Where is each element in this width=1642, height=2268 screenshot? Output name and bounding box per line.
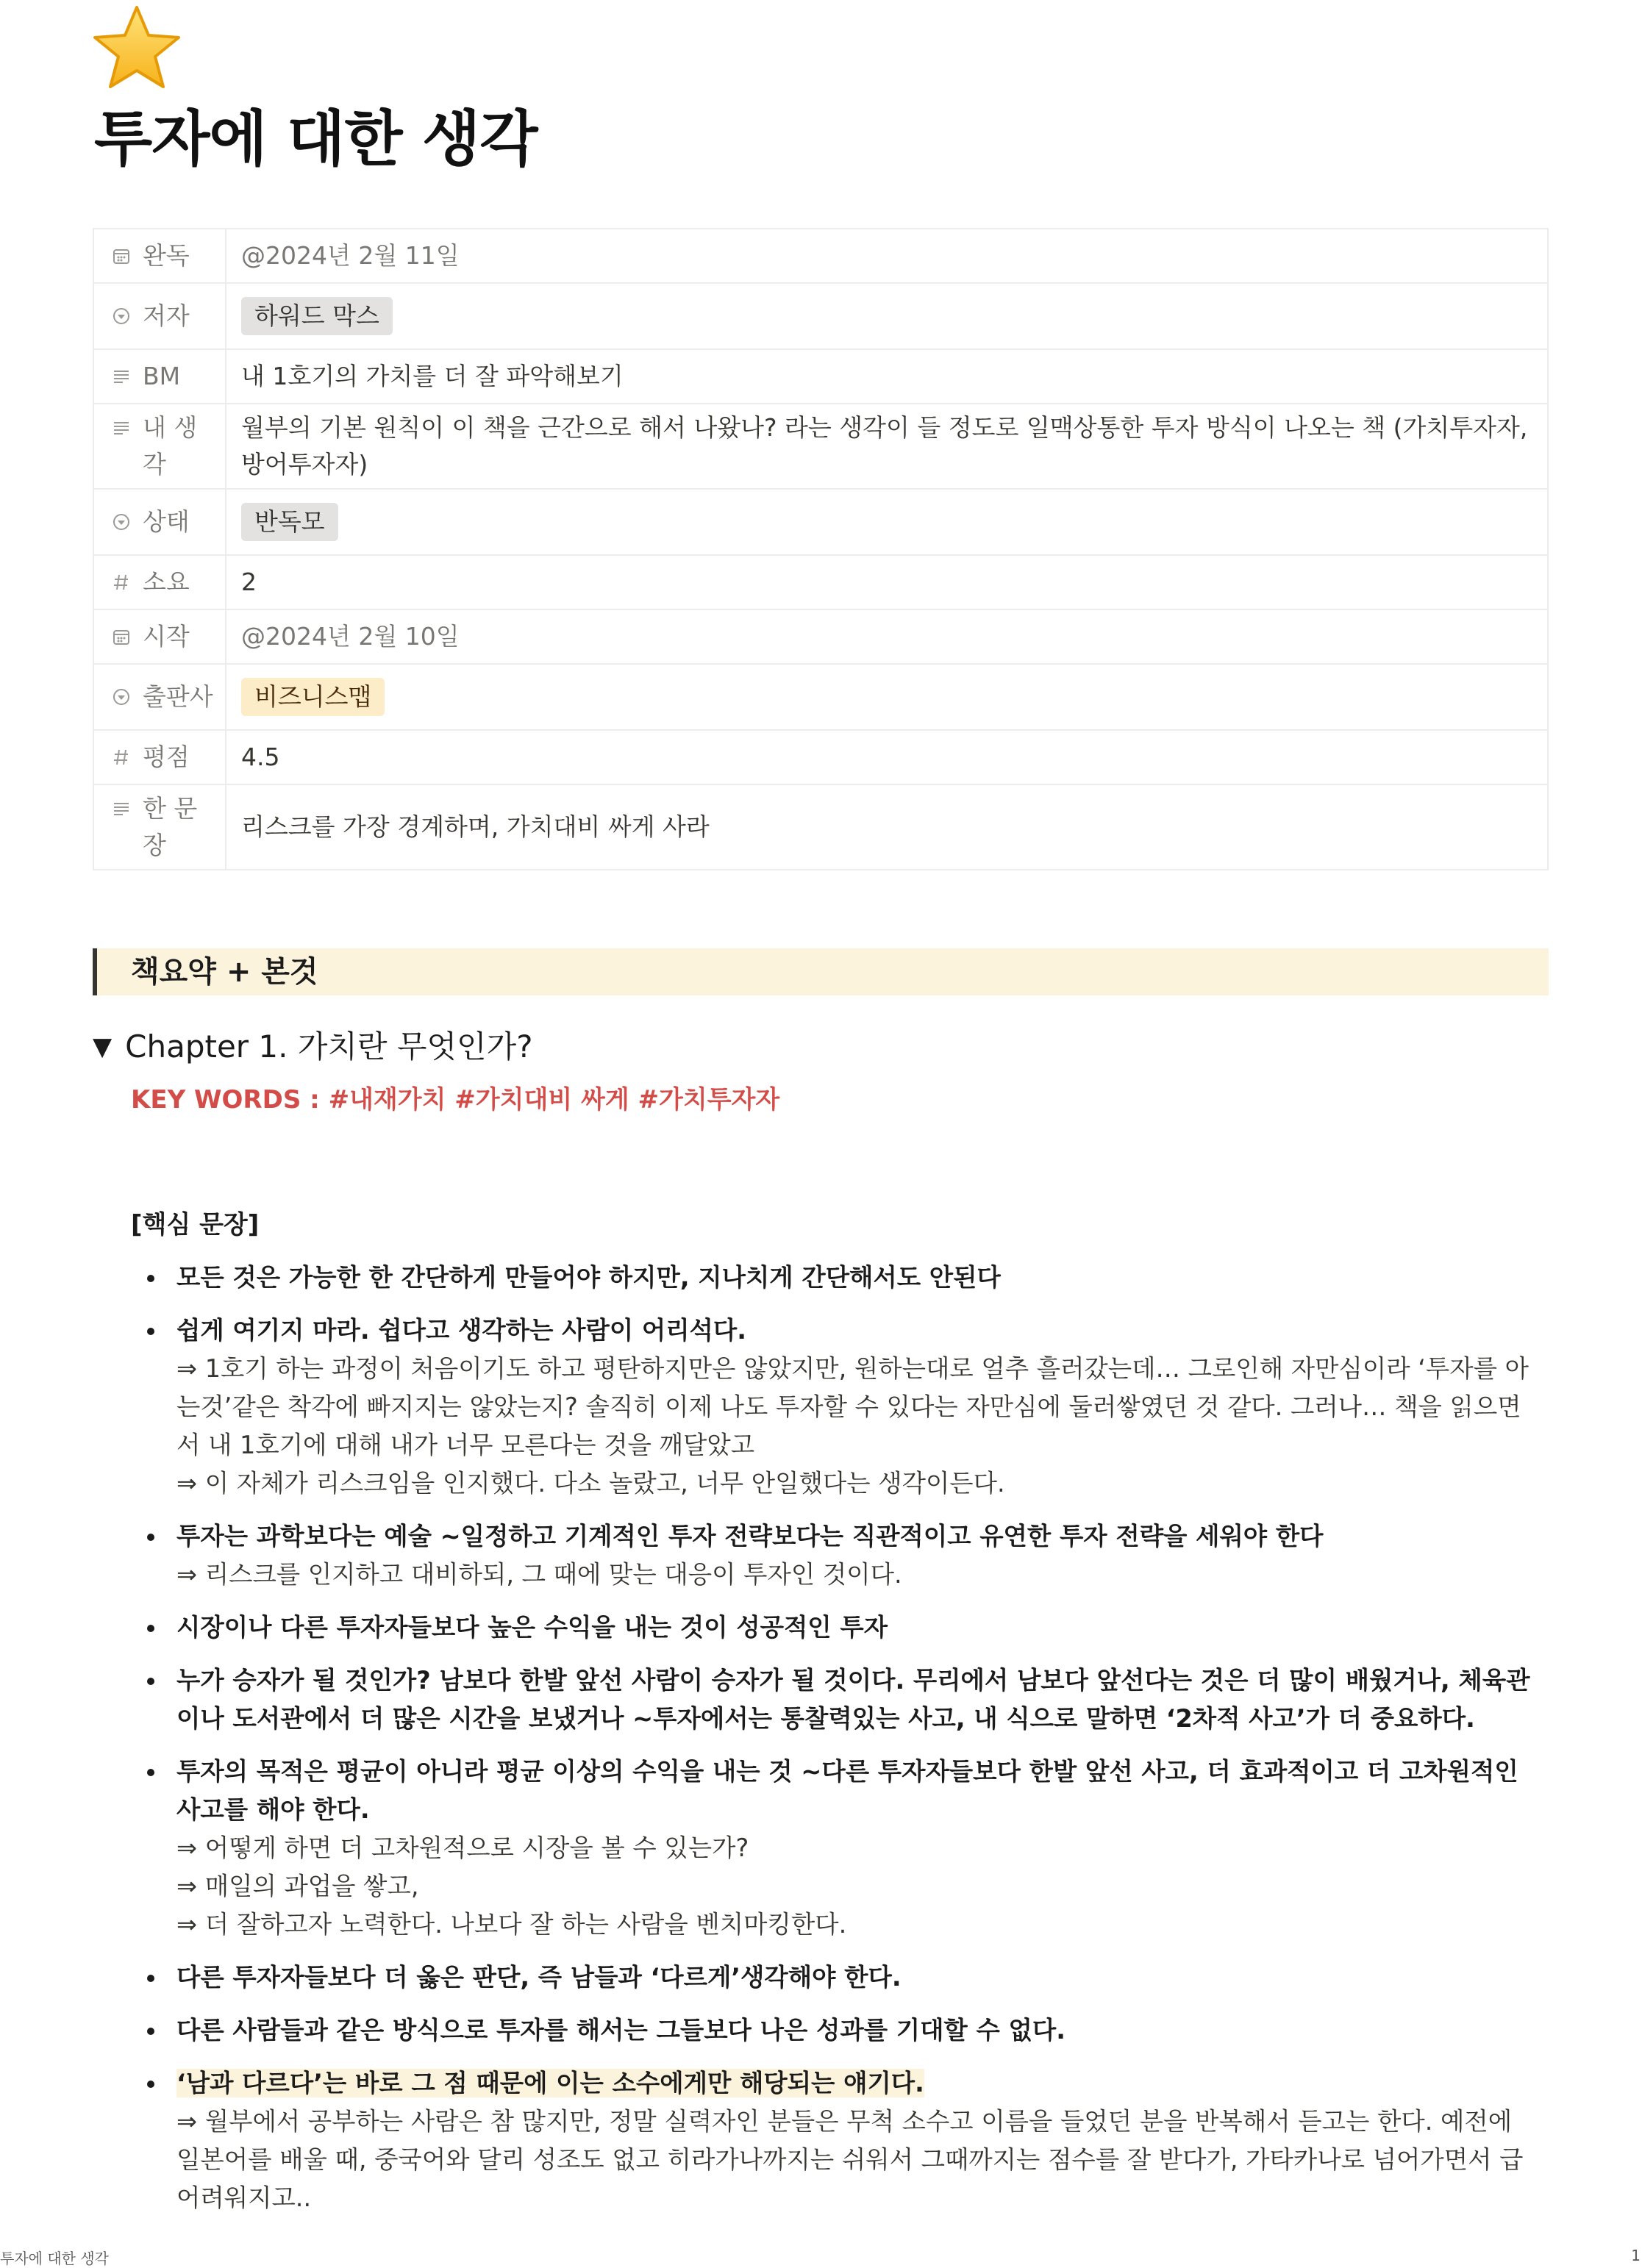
bullet-item <box>131 1661 1543 1738</box>
text-icon <box>109 409 134 446</box>
property-key-cell <box>93 784 226 870</box>
highlighted-text: ‘남과 다르다’는 바로 그 점 때문에 이는 소수에게만 해당되는 얘기다. <box>176 2069 924 2097</box>
bullet-note: ⇒ 매일의 과업을 쌓고, <box>176 1872 419 1900</box>
bullet-heading <box>176 2064 1543 2103</box>
footer-title: 투자에 대한 생각 <box>0 2250 109 2267</box>
bullet-item <box>131 1312 1543 1503</box>
property-key-cell <box>93 229 226 283</box>
section-callout <box>93 948 1549 995</box>
property-key-cell <box>93 555 226 609</box>
text-icon <box>109 358 134 395</box>
property-value-cell[interactable] <box>226 404 1548 489</box>
property-key-cell <box>93 664 226 730</box>
bullet-note: ⇒ 월부에서 공부하는 사람은 참 많지만, 정말 실력자인 분들은 무척 소수고 이름을 들었던 분을 반복해서 듣고는 한다. 예전에 일본어를 배울 때, 중국어와 달리 성조도 없고 히라가나까지는 쉬워서 그때까지는 점수를 잘 받다가, 가타카나로 넘어가면서 급 어려워지고.. <box>176 2107 1524 2212</box>
chapter-toggle[interactable] <box>93 1023 533 1070</box>
bullet-list <box>131 1259 1543 2232</box>
property-value-cell[interactable] <box>226 283 1548 349</box>
select-icon <box>109 504 134 540</box>
bullet-item <box>131 1609 1543 1647</box>
property-value-cell[interactable] <box>226 664 1548 730</box>
bullet-item <box>131 2011 1543 2050</box>
property-value-cell[interactable] <box>226 609 1548 664</box>
bullet-heading: 투자는 과학보다는 예술 ~일정하고 기계적인 투자 전략보다는 직관적이고 유연한 투자 전략을 세워야 한다 <box>176 1522 1324 1550</box>
property-value: 4.5 <box>241 743 280 771</box>
select-icon <box>109 679 134 715</box>
property-date: @2024년 2월 11일 <box>241 241 460 270</box>
property-tag: 하워드 막스 <box>241 297 393 335</box>
bullet-note: ⇒ 이 자체가 리스크임을 인지했다. 다소 놀랐고, 너무 안일했다는 생각이든다. <box>176 1469 1005 1498</box>
bullet-note: ⇒ 리스크를 인지하고 대비하되, 그 때에 맞는 대응이 투자인 것이다. <box>176 1560 902 1589</box>
property-key-cell <box>93 730 226 784</box>
property-row <box>93 609 1548 664</box>
bullet-heading: 다른 투자자들보다 더 옳은 판단, 즉 남들과 ‘다르게’생각해야 한다. <box>176 1963 902 1992</box>
property-value-cell[interactable] <box>226 784 1548 870</box>
number-icon <box>109 564 134 601</box>
property-value: 2 <box>241 568 257 596</box>
property-key-label: 저자 <box>143 301 190 330</box>
property-row <box>93 404 1548 489</box>
bullet-item <box>131 1259 1543 1297</box>
star-icon[interactable] <box>90 3 184 94</box>
bullet-heading: 모든 것은 가능한 한 간단하게 만들어야 하지만, 지나치게 간단해서도 안된다 <box>176 1263 1001 1292</box>
property-key-cell <box>93 609 226 664</box>
properties-table <box>93 228 1549 870</box>
property-key-cell <box>93 349 226 404</box>
property-key-label: 상태 <box>143 507 190 536</box>
property-value-cell[interactable] <box>226 229 1548 283</box>
bullet-note: ⇒ 더 잘하고자 노력한다. 나보다 잘 하는 사람을 벤치마킹한다. <box>176 1910 847 1939</box>
calendar-icon <box>109 618 134 655</box>
property-row <box>93 555 1548 609</box>
core-sentences-title: [핵심 문장] <box>131 1210 260 1239</box>
property-row <box>93 784 1548 870</box>
property-key-cell <box>93 489 226 555</box>
bullet-heading: 누가 승자가 될 것인가? 남보다 한발 앞선 사람이 승자가 될 것이다. 무리에서 남보다 앞선다는 것은 더 많이 배웠거나, 체육관이나 도서관에서 더 많은 시간을 보냈거나 ~투자에서는 통찰력있는 사고, 내 식으로 말하면 ‘2차적 사고’가 더 중요하다. <box>176 1666 1530 1733</box>
page-title: 투자에 대한 생각 <box>94 104 538 174</box>
bullet-item <box>131 1753 1543 1944</box>
page-number: 1 <box>1631 2247 1641 2264</box>
property-key-label: 소요 <box>143 568 190 596</box>
bullet-heading: 시장이나 다른 투자자들보다 높은 수익을 내는 것이 성공적인 투자 <box>176 1613 888 1642</box>
property-key-cell <box>93 283 226 349</box>
property-value-cell[interactable] <box>226 555 1548 609</box>
property-value: 내 1호기의 가치를 더 잘 파악해보기 <box>241 362 624 390</box>
property-row <box>93 730 1548 784</box>
property-value: 리스크를 가장 경계하며, 가치대비 싸게 사라 <box>241 812 710 841</box>
number-icon <box>109 739 134 776</box>
property-value-cell[interactable] <box>226 349 1548 404</box>
bullet-note: ⇒ 어떻게 하면 더 고차원적으로 시장을 볼 수 있는가? <box>176 1834 749 1862</box>
select-icon <box>109 298 134 335</box>
bullet-heading: 다른 사람들과 같은 방식으로 투자를 해서는 그들보다 나은 성과를 기대할 수 없다. <box>176 2016 1065 2045</box>
property-value-cell[interactable] <box>226 489 1548 555</box>
bullet-item <box>131 1958 1543 1997</box>
bullet-item <box>131 2064 1543 2217</box>
property-key-label: BM <box>143 362 181 390</box>
property-row <box>93 664 1548 730</box>
text-icon <box>109 790 134 827</box>
chapter-title: Chapter 1. 가치란 무엇인가? <box>125 1029 533 1065</box>
property-row <box>93 489 1548 555</box>
property-row <box>93 229 1548 283</box>
property-tag: 반독모 <box>241 503 338 541</box>
toggle-triangle-icon[interactable]: ▼ <box>93 1032 113 1062</box>
property-key-label: 평점 <box>143 743 190 771</box>
property-key-label: 완독 <box>143 241 190 270</box>
bullet-item <box>131 1517 1543 1594</box>
property-tag: 비즈니스맵 <box>241 678 385 716</box>
property-row <box>93 283 1548 349</box>
property-date: @2024년 2월 10일 <box>241 622 460 651</box>
callout-title: 책요약 + 본것 <box>131 955 318 989</box>
property-key-label: 한 문장 <box>143 794 198 859</box>
bullet-heading: 투자의 목적은 평균이 아니라 평균 이상의 수익을 내는 것 ~다른 투자자들보다 한발 앞선 사고, 더 효과적이고 더 고차원적인 사고를 해야 한다. <box>176 1757 1518 1824</box>
property-key-label: 시작 <box>143 622 190 651</box>
property-key-cell <box>93 404 226 489</box>
property-key-label: 출판사 <box>143 682 213 711</box>
keywords-line: KEY WORDS : #내재가치 #가치대비 싸게 #가치투자자 <box>131 1085 780 1115</box>
bullet-heading: 쉽게 여기지 마라. 쉽다고 생각하는 사람이 어리석다. <box>176 1316 747 1345</box>
property-value: 월부의 기본 원칙이 이 책을 근간으로 해서 나왔나? 라는 생각이 들 정도로 일맥상통한 투자 방식이 나오는 책 (가치투자자, 방어투자자) <box>241 413 1528 479</box>
property-key-label: 내 생각 <box>143 413 198 479</box>
calendar-icon <box>109 237 134 274</box>
property-row <box>93 349 1548 404</box>
bullet-note: ⇒ 1호기 하는 과정이 처음이기도 하고 평탄하지만은 않았지만, 원하는대로 얼추 흘러갔는데… 그로인해 자만심이라 ‘투자를 아는것’같은 착각에 빠지지는 않았는지? 솔직히 이제 나도 투자할 수 있다는 자만심에 둘러쌓였던 것 같다. 그러나… 책을 읽으면서 내 1호기에 대해 내가 너무 모른다는 것을 깨달았고 <box>176 1354 1529 1459</box>
property-value-cell[interactable] <box>226 730 1548 784</box>
